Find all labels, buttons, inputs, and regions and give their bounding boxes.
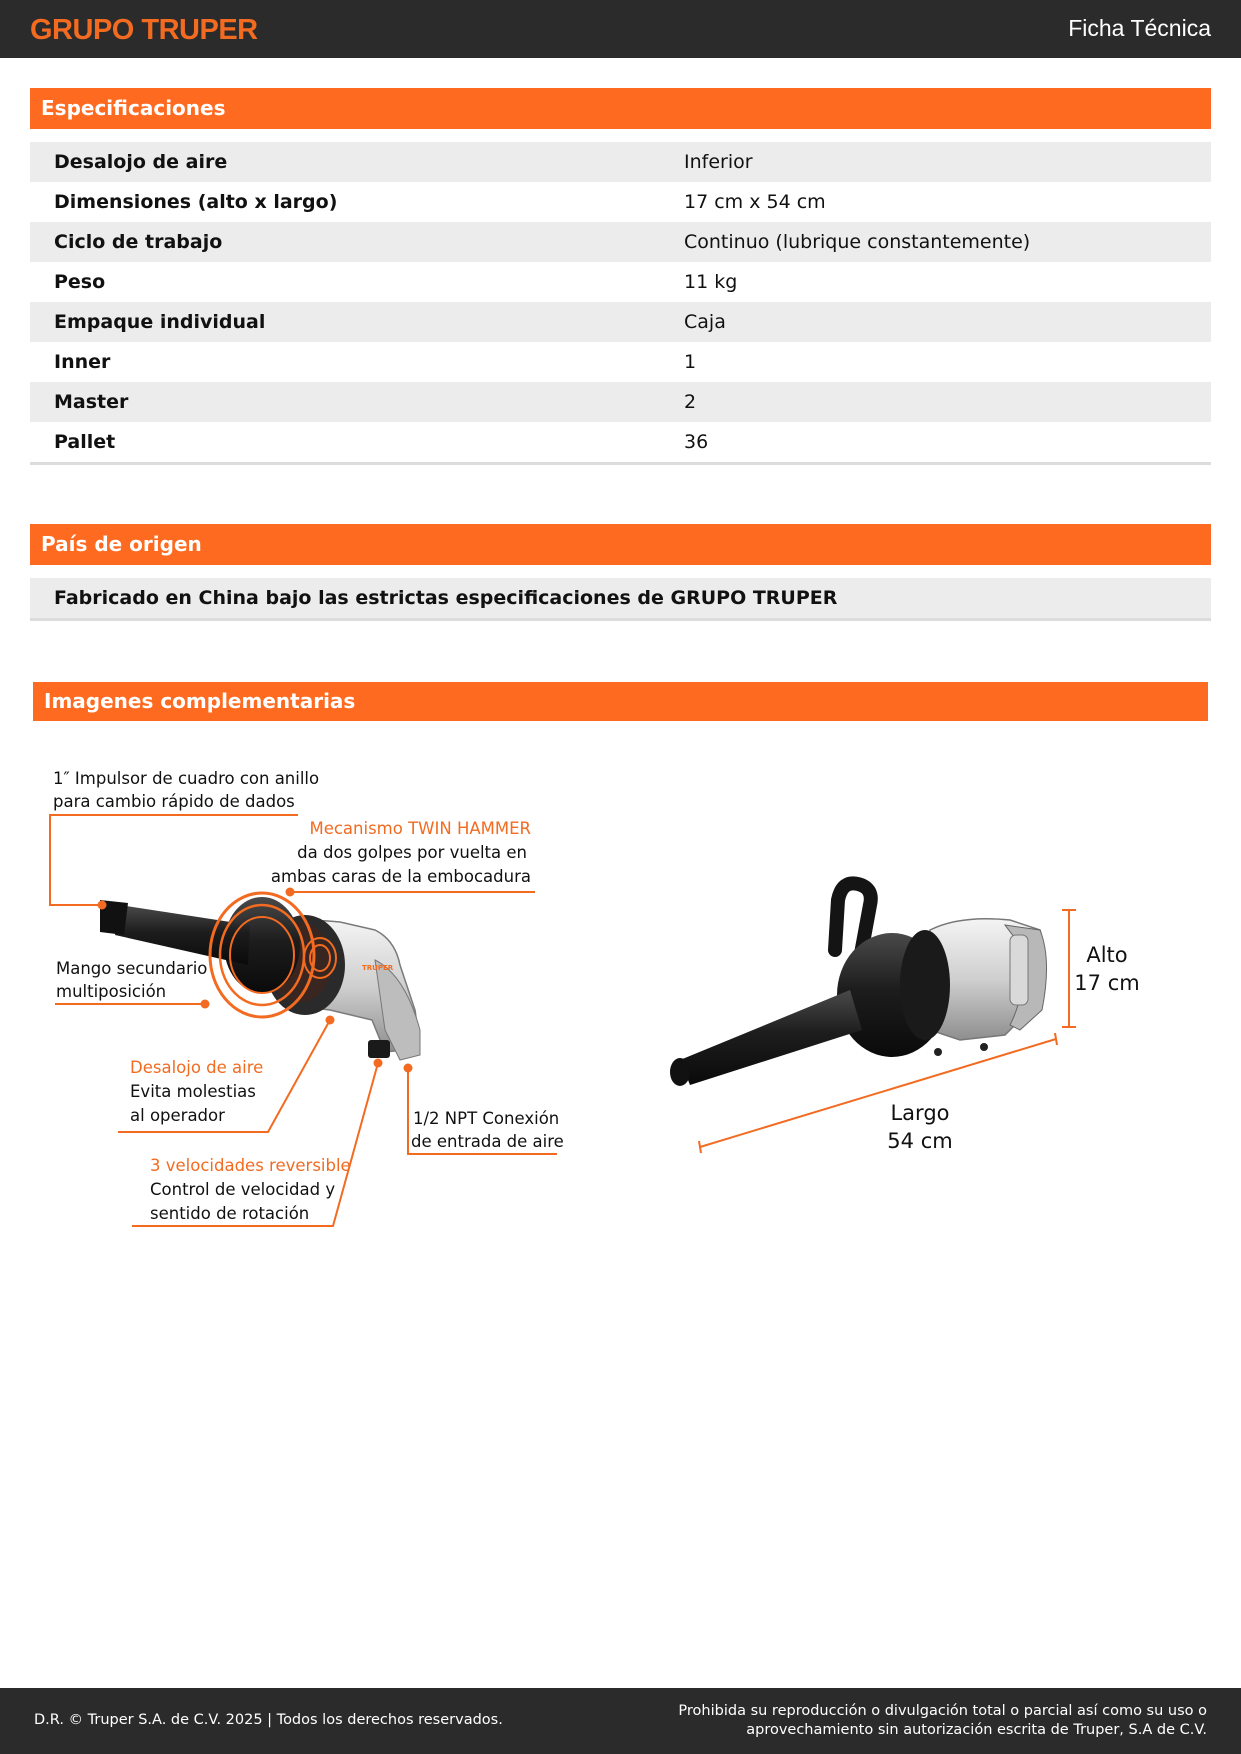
table-row	[30, 142, 1211, 182]
spec-value: 11 kg	[684, 271, 738, 293]
callout-velocidades-title: 3 velocidades reversible	[150, 1156, 351, 1175]
spec-label: Ciclo de trabajo	[54, 231, 223, 253]
table-divider	[30, 462, 1211, 465]
callout-velocidades-line2: sentido de rotación	[150, 1204, 310, 1223]
callout-desalojo-title: Desalojo de aire	[130, 1058, 264, 1077]
callout-twin-line2: ambas caras de la embocadura	[270, 867, 531, 886]
dim-alto-value: 17 cm	[1074, 971, 1140, 995]
callout-twin-title: Mecanismo TWIN HAMMER	[309, 819, 531, 838]
callout-impulsor-line2: para cambio rápido de dados	[53, 792, 295, 811]
spec-value: 36	[684, 431, 709, 453]
table-row	[30, 182, 1211, 222]
dim-largo-value: 54 cm	[887, 1129, 953, 1153]
table-row	[30, 342, 1211, 382]
spec-label: Desalojo de aire	[54, 151, 228, 173]
specs-table	[30, 142, 1211, 465]
document-type: Ficha Técnica	[1068, 15, 1211, 41]
table-row	[30, 422, 1211, 462]
spec-value: 2	[684, 391, 697, 413]
spec-value: Caja	[684, 311, 726, 333]
table-divider	[30, 618, 1211, 621]
specs-header: Especificaciones	[30, 88, 1211, 129]
callout-impulsor-line1: 1″ Impulsor de cuadro con anillo	[53, 769, 320, 788]
images-header: Imagenes complementarias	[33, 682, 1208, 721]
spec-label: Empaque individual	[54, 311, 266, 333]
spec-value: 1	[684, 351, 697, 373]
spec-label: Peso	[54, 271, 106, 293]
table-row	[30, 222, 1211, 262]
top-bar	[0, 0, 1241, 58]
dim-largo-label: Largo	[890, 1101, 950, 1125]
callout-desalojo-line2: al operador	[130, 1106, 225, 1125]
spec-value: Inferior	[684, 151, 753, 173]
origin-header: País de origen	[30, 524, 1211, 565]
callout-npt-line1: 1/2 NPT Conexión	[413, 1109, 560, 1128]
dim-alto-label: Alto	[1086, 943, 1128, 967]
table-row	[30, 382, 1211, 422]
brand-logo: GRUPO TRUPER	[30, 14, 258, 46]
tool-logo: TRUPER	[362, 964, 394, 972]
origin-row	[30, 578, 1211, 618]
table-row	[30, 262, 1211, 302]
origin-text: Fabricado en China bajo las estrictas especificaciones de GRUPO TRUPER	[54, 587, 838, 609]
product-figure	[0, 740, 1241, 1260]
callout-mango-line2: multiposición	[56, 982, 167, 1001]
spec-label: Dimensiones (alto x largo)	[54, 191, 338, 213]
spec-label: Pallet	[54, 431, 116, 453]
callout-desalojo-line1: Evita molestias	[130, 1082, 256, 1101]
footer	[0, 1688, 1241, 1754]
spec-label: Inner	[54, 351, 111, 373]
spec-value: 17 cm x 54 cm	[684, 191, 826, 213]
callout-npt-line2: de entrada de aire	[411, 1132, 564, 1151]
callout-twin-line1: da dos golpes por vuelta en	[297, 843, 527, 862]
callout-mango-line1: Mango secundario	[56, 959, 208, 978]
footer-legal-notice: Prohibida su reproducción o divulgación total o parcial así como su uso o aprovechamiento sin autorización escrita de Truper, S.A de C.V.	[678, 1703, 1207, 1738]
impact-wrench-dimensions-image	[670, 883, 1047, 1086]
spec-label: Master	[54, 391, 129, 413]
table-row	[30, 302, 1211, 342]
footer-copyright: D.R. © Truper S.A. de C.V. 2025 | Todos los derechos reservados.	[34, 1712, 503, 1728]
spec-value: Continuo (lubrique constantemente)	[684, 231, 1031, 253]
callout-velocidades-line1: Control de velocidad y	[150, 1180, 336, 1199]
